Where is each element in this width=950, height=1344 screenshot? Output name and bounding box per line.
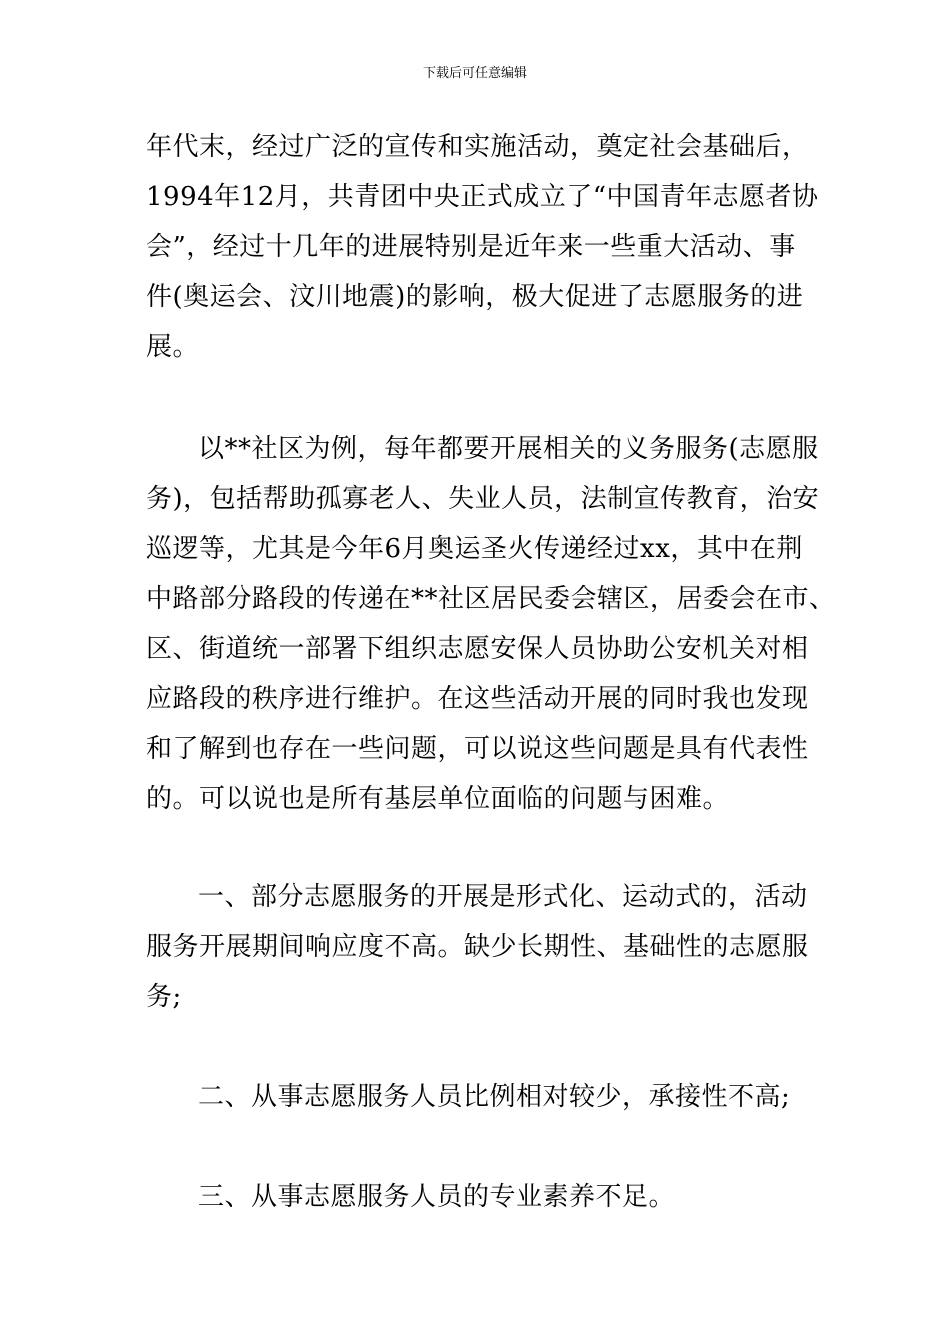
text-line: 和了解到也存在一些问题，可以说这些问题是具有代表性 <box>146 734 809 764</box>
text-line: 三、从事志愿服务人员的专业素养不足。 <box>198 1182 676 1212</box>
text-line: 服务开展期间响应度不高。缺少长期性、基础性的志愿服 <box>146 932 809 962</box>
text-line: 中路部分路段的传递在**社区居民委会辖区，居委会在市、 <box>146 584 836 614</box>
text-line: 会”，经过十几年的进展特别是近年来一些重大活动、事 <box>146 232 796 262</box>
text-line: 二、从事志愿服务人员比例相对较少，承接性不高; <box>198 1082 791 1112</box>
text-line: 一、部分志愿服务的开展是形式化、运动式的，活动 <box>198 882 808 912</box>
text-line: 件(奥运会、汶川地震)的影响，极大促进了志愿服务的进 <box>146 282 804 312</box>
paragraph-1 <box>146 122 819 372</box>
text-line: 区、街道统一部署下组织志愿安保人员协助公安机关对相 <box>146 634 809 664</box>
text-line: 1994年12月，共青团中央正式成立了“中国青年志愿者协 <box>146 182 819 212</box>
text-line: 巡逻等，尤其是今年6月奥运圣火传递经过xx，其中在荆 <box>146 534 803 564</box>
text-line: 年代末，经过广泛的宣传和实施活动，奠定社会基础后， <box>146 132 809 162</box>
paragraph-2 <box>146 424 836 824</box>
text-line: 务)，包括帮助孤寡老人、失业人员，法制宣传教育，治安 <box>146 484 820 514</box>
text-line: 务; <box>146 982 182 1012</box>
text-line: 应路段的秩序进行维护。在这些活动开展的同时我也发现 <box>146 684 809 714</box>
page-header: 下载后可任意编辑 <box>422 66 527 81</box>
text-line: 的。可以说也是所有基层单位面临的问题与困难。 <box>146 784 730 814</box>
paragraph-4 <box>146 1072 816 1122</box>
paragraph-5 <box>146 1172 816 1222</box>
text-line: 展。 <box>146 332 200 362</box>
paragraph-3 <box>146 872 816 1022</box>
text-line: 以**社区为例，每年都要开展相关的义务服务(志愿服 <box>198 434 819 464</box>
